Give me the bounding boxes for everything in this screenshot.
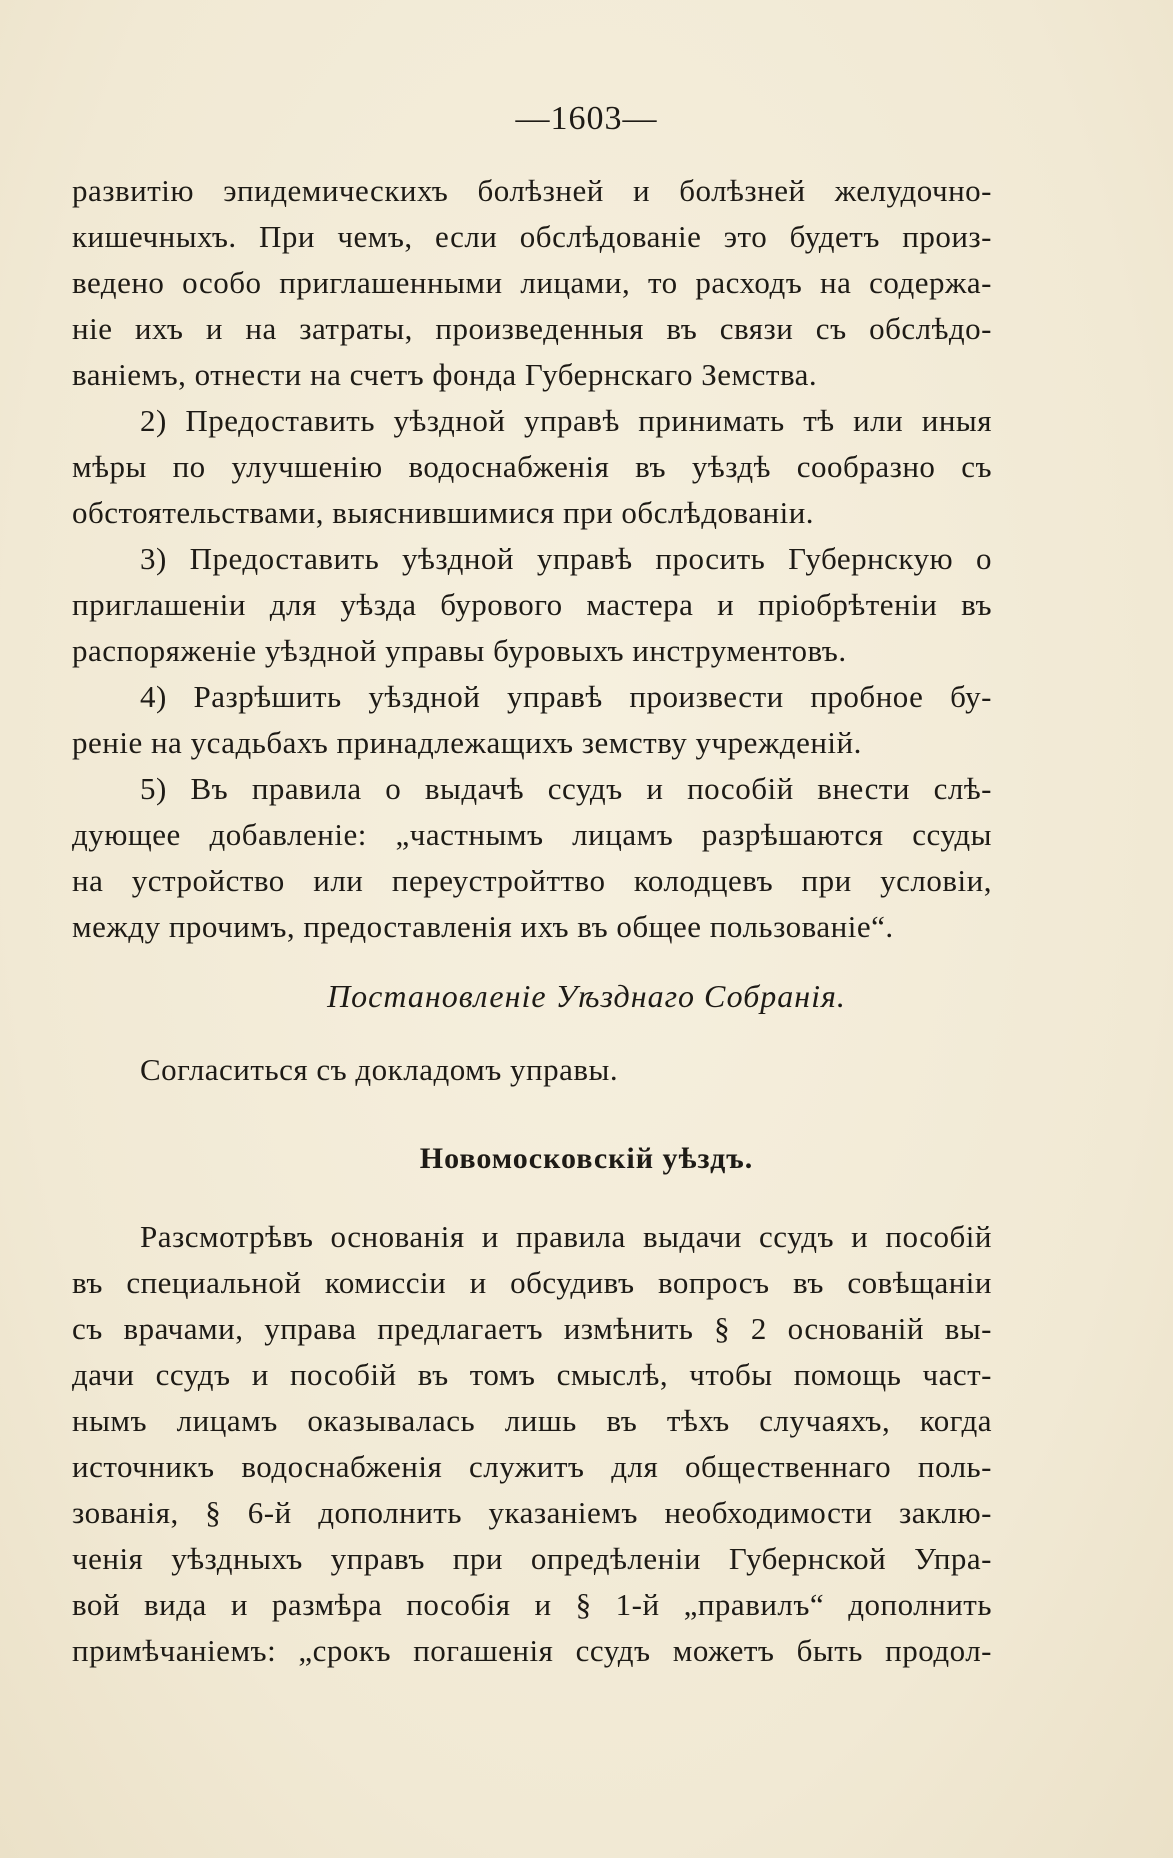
page-number: —1603—	[515, 100, 658, 137]
text-line: вой вида и размѣра пособія и § 1-й „правилъ“ дополнить	[72, 1587, 992, 1622]
text-line: кишечныхъ. При чемъ, если обслѣдованіе это будетъ произ-	[72, 219, 992, 254]
text-line: дующее добавленіе: „частнымъ лицамъ разрѣшаются ссуды	[72, 817, 992, 852]
text-line-item-2: 2) Предоставить уѣздной управѣ принимать тѣ или иныя	[140, 403, 992, 438]
text-line: развитію эпидемическихъ болѣзней и болѣзней желудочно-	[72, 173, 992, 208]
text-line: реніе на усадьбахъ принадлежащихъ земству учрежденій.	[72, 725, 862, 760]
text-line: примѣчаніемъ: „срокъ погашенія ссудъ можетъ быть продол-	[72, 1633, 992, 1668]
text-block-decision-items	[72, 168, 992, 950]
section-heading: Новомосковскій уѣздъ.	[419, 1142, 754, 1175]
text-line: ченія уѣздныхъ управъ при опредѣленіи Губернской Упра-	[72, 1541, 992, 1576]
text-line-item-5: 5) Въ правила о выдачѣ ссудъ и пособій внести слѣ-	[140, 771, 992, 806]
text-line: ваніемъ, отнести на счетъ фонда Губернскаго Земства.	[72, 357, 818, 392]
resolution-heading: Постановленіе Уѣзднаго Собранія.	[327, 978, 846, 1014]
text-line: нымъ лицамъ оказывалась лишь въ тѣхъ случаяхъ, когда	[72, 1403, 992, 1438]
text-line: приглашеніи для уѣзда бурового мастера и пріобрѣтеніи въ	[72, 587, 992, 622]
text-block-novomoskovsk	[72, 1214, 992, 1674]
text-line: распоряженіе уѣздной управы буровыхъ инструментовъ.	[72, 633, 847, 668]
text-line: обстоятельствами, выяснившимися при обслѣдованіи.	[72, 495, 815, 530]
text-line: въ специальной комиссіи и обсудивъ вопросъ въ совѣщаніи	[72, 1265, 992, 1300]
text-line: Разсмотрѣвъ основанія и правила выдачи ссудъ и пособій	[140, 1219, 992, 1254]
text-line: на устройство или переустройттво колодцевъ при условіи,	[72, 863, 992, 898]
text-line: зованія, § 6-й дополнить указаніемъ необходимости заклю-	[72, 1495, 992, 1530]
text-line: мѣры по улучшенію водоснабженія въ уѣздѣ сообразно съ	[72, 449, 992, 484]
text-line: съ врачами, управа предлагаетъ измѣнить § 2 основаній вы-	[72, 1311, 992, 1346]
text-line: источникъ водоснабженія служитъ для общественнаго поль-	[72, 1449, 992, 1484]
text-line: дачи ссудъ и пособій въ томъ смыслѣ, чтобы помощь част-	[72, 1357, 992, 1392]
resolution-text: Согласиться съ докладомъ управы.	[140, 1052, 619, 1087]
text-line: ніе ихъ и на затраты, произведенныя въ связи съ обслѣдо-	[72, 311, 992, 346]
text-line: между прочимъ, предоставленія ихъ въ общее пользованіе“.	[72, 909, 894, 944]
text-line-item-4: 4) Разрѣшить уѣздной управѣ произвести пробное бу-	[140, 679, 992, 714]
text-line-item-3: 3) Предоставить уѣздной управѣ просить Губернскую о	[140, 541, 992, 576]
text-line: ведено особо приглашенными лицами, то расходъ на содержа-	[72, 265, 992, 300]
